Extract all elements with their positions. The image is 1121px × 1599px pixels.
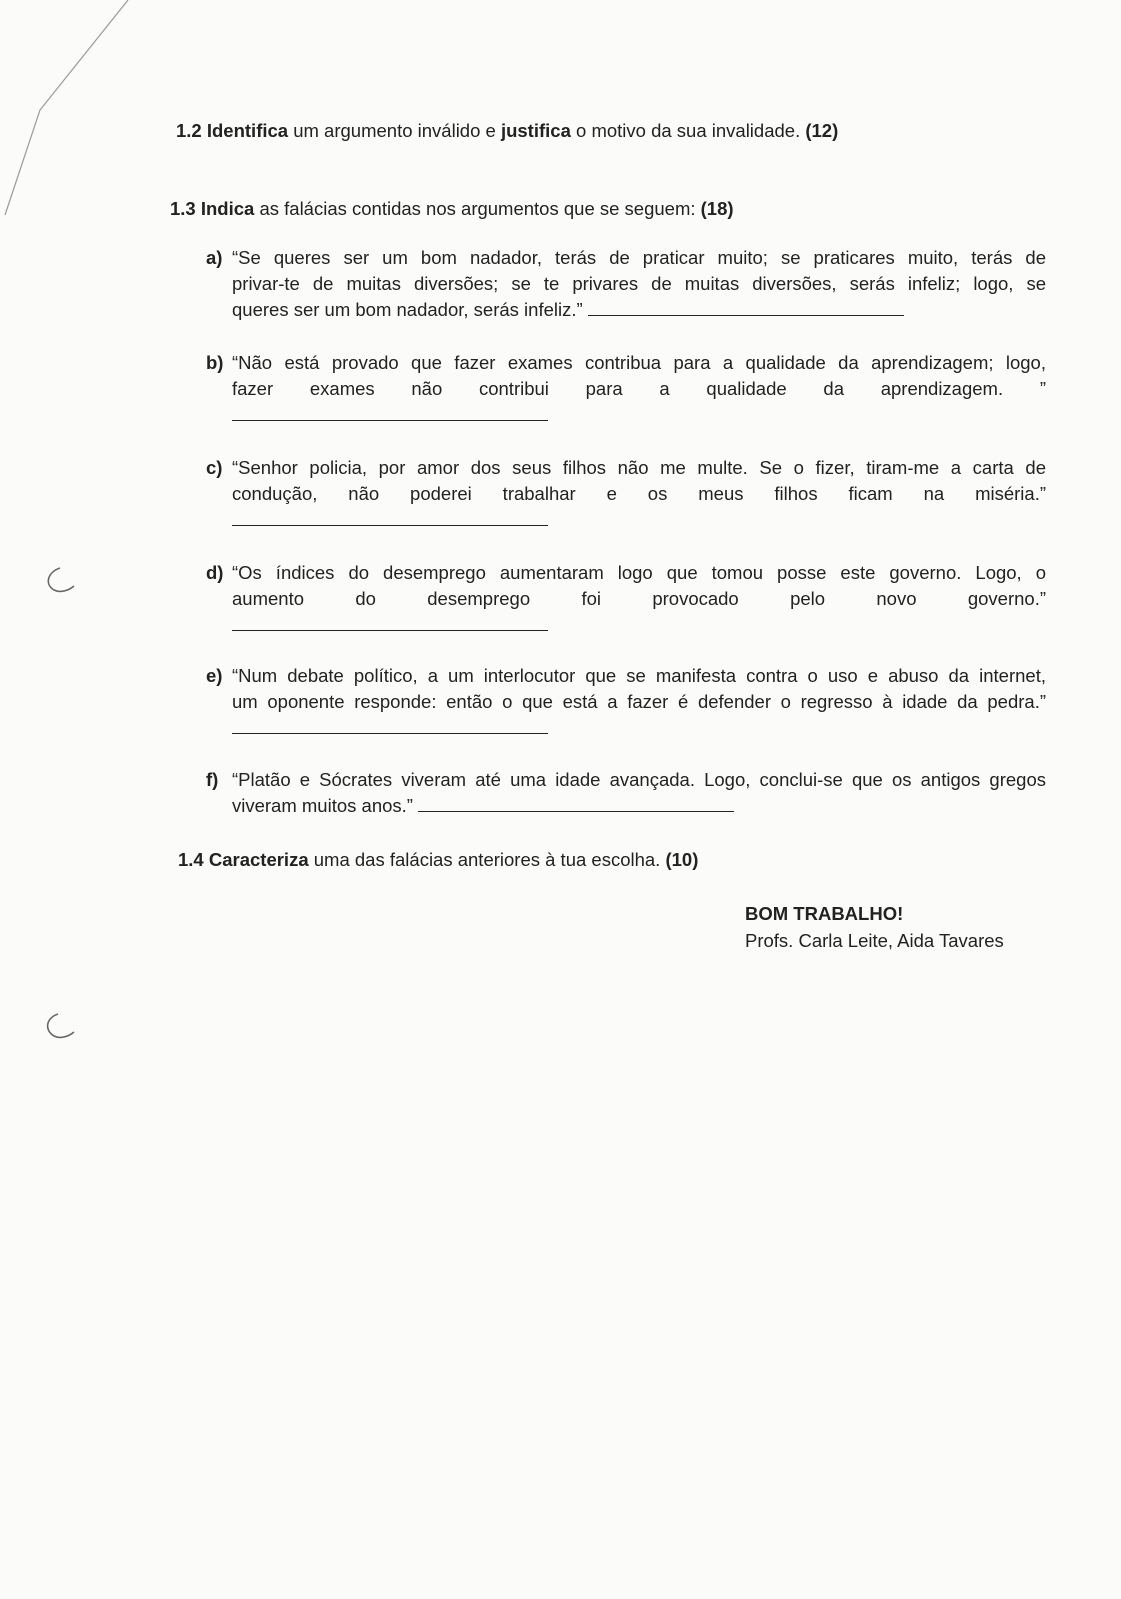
answer-blank[interactable]: [418, 793, 734, 812]
answer-blank[interactable]: [232, 507, 548, 526]
paper-fold-mark: [0, 0, 140, 230]
item-d: [206, 560, 1046, 638]
question-text: uma das falácias anteriores à tua escolha.: [308, 849, 666, 870]
item-line: “Não está provado que fazer exames contribua para a qualidade da aprendizagem; logo,: [232, 352, 1046, 373]
item-letter: e): [206, 665, 223, 686]
item-line: fazer exames não contribui para a qualidade da aprendizagem. ”: [232, 378, 1046, 399]
question-points: (18): [700, 198, 734, 219]
question-text: as falácias contidas nos argumentos que se seguem:: [254, 198, 701, 219]
item-line: “Os índices do desemprego aumentaram logo que tomou posse este governo. Logo, o: [232, 562, 1046, 583]
item-line: “Num debate político, a um interlocutor que se manifesta contra o uso e abuso da internet,: [232, 665, 1046, 686]
answer-blank[interactable]: [588, 297, 904, 316]
item-a: [206, 245, 1046, 323]
question-number: 1.2: [176, 120, 202, 141]
item-line: “Platão e Sócrates viveram até uma idade avançada. Logo, conclui-se que os antigos gregos: [232, 769, 1046, 790]
item-line: privar-te de muitas diversões; se te privares de muitas diversões, serás infeliz; logo, se: [232, 273, 1046, 294]
question-verb-2: justifica: [500, 120, 571, 141]
item-line: viveram muitos anos.”: [232, 795, 413, 816]
item-letter: a): [206, 247, 223, 268]
item-line: um oponente responde: então o que está a fazer é defender o regresso à idade da pedra.”: [232, 691, 1046, 712]
item-line: “Senhor policia, por amor dos seus filhos não me multe. Se o fizer, tiram-me a carta de: [232, 457, 1046, 478]
question-text-2: o motivo da sua invalidade.: [570, 120, 806, 141]
item-c: [206, 455, 1046, 533]
closing-greeting: BOM TRABALHO!: [745, 903, 904, 924]
item-line: queres ser um bom nadador, serás infeliz.”: [232, 299, 583, 320]
question-verb: Indica: [200, 198, 255, 219]
item-line: “Se queres ser um bom nadador, terás de praticar muito; se praticares muito, terás de: [232, 247, 1046, 268]
question-number: 1.3: [170, 198, 196, 219]
question-verb: Caracteriza: [208, 849, 309, 870]
question-1-3: [170, 196, 734, 222]
signature-block: [745, 900, 1004, 954]
answer-blank[interactable]: [232, 612, 548, 631]
answer-blank[interactable]: [232, 402, 548, 421]
answer-blank[interactable]: [232, 715, 548, 734]
punch-hole-mark: [38, 566, 78, 596]
question-points: (12): [805, 120, 839, 141]
question-1-4: [178, 847, 698, 873]
question-text: um argumento inválido e: [288, 120, 501, 141]
question-1-2: [176, 118, 838, 144]
teacher-names: Profs. Carla Leite, Aida Tavares: [745, 930, 1004, 951]
item-letter: f): [206, 769, 219, 790]
item-b: [206, 350, 1046, 428]
item-line: aumento do desemprego foi provocado pelo novo governo.”: [232, 588, 1046, 609]
item-f: [206, 767, 1046, 819]
item-letter: b): [206, 352, 224, 373]
item-letter: c): [206, 457, 223, 478]
item-e: [206, 663, 1046, 741]
question-points: (10): [665, 849, 699, 870]
item-line: condução, não poderei trabalhar e os meus filhos ficam na miséria.”: [232, 483, 1046, 504]
punch-hole-mark: [38, 1012, 78, 1042]
question-verb: Identifica: [206, 120, 289, 141]
item-letter: d): [206, 562, 224, 583]
question-number: 1.4: [178, 849, 204, 870]
